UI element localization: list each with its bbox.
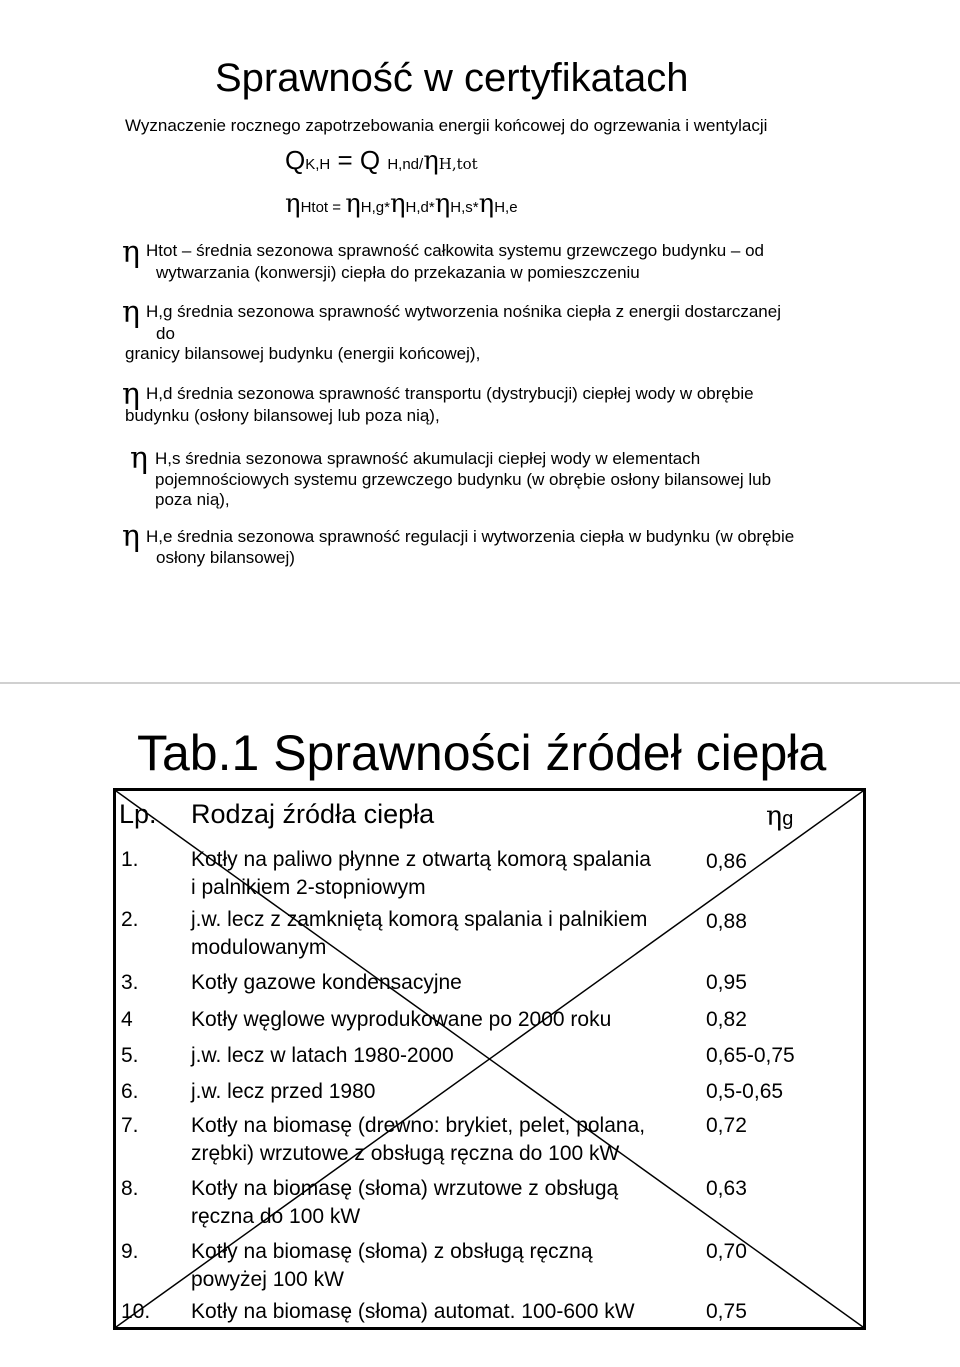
- row-efficiency: 0,72: [706, 1114, 747, 1137]
- formula-sub-kh: K,H: [305, 156, 331, 173]
- eta-symbol: η: [122, 377, 140, 412]
- header-source-type: Rodzaj źródła ciepła: [191, 799, 435, 829]
- formula-part: H,g*: [360, 199, 390, 216]
- row-source: Kotły na biomasę (drewno: brykiet, pelet, polana,: [191, 1114, 646, 1137]
- header-eta-g: [766, 801, 793, 834]
- row-source: j.w. lecz z zamkniętą komorą spalania i palnikiem: [191, 908, 648, 931]
- eta-subscript: g: [782, 808, 794, 830]
- row-lp: 1.: [121, 848, 139, 871]
- row-lp: 4: [121, 1008, 133, 1031]
- efficiency-table: [113, 788, 866, 1330]
- eta-symbol: η: [130, 441, 148, 476]
- eta-symbol: η: [122, 235, 140, 270]
- row-efficiency: 0,88: [706, 910, 747, 933]
- formula-part: H,d*: [405, 199, 435, 216]
- row-source: Kotły na paliwo płynne z otwartą komorą spalania: [191, 848, 651, 871]
- slide-subtitle: Wyznaczenie rocznego zapotrzebowania energii końcowej do ogrzewania i wentylacji: [125, 116, 768, 135]
- formula-sub-htot: H,tot: [438, 155, 478, 173]
- formula-part: H,s*: [450, 199, 479, 216]
- row-source-cont: zrębki) wrzutowe z obsługą ręczna do 100 kW: [191, 1142, 620, 1165]
- row-efficiency: 0,63: [706, 1177, 747, 1200]
- definition-line: do: [156, 324, 175, 343]
- formula-q: Q: [285, 145, 306, 175]
- definition-line: poza nią),: [155, 490, 230, 509]
- eta-symbol: η: [122, 295, 140, 330]
- eta-symbol: η: [478, 189, 495, 219]
- row-efficiency: 0,75: [706, 1300, 747, 1323]
- eta-symbol: η: [766, 801, 783, 832]
- eta-symbol: η: [434, 189, 451, 219]
- row-source: j.w. lecz przed 1980: [191, 1080, 376, 1103]
- row-efficiency: 0,5-0,65: [706, 1080, 784, 1103]
- row-source: Kotły na biomasę (słoma) z obsługą ręczną: [191, 1240, 593, 1263]
- definition-line: wytwarzania (konwersji) ciepła do przekazania w pomieszczeniu: [156, 263, 640, 282]
- row-source-cont: i palnikiem 2-stopniowym: [191, 876, 426, 899]
- definition-line: osłony bilansowej): [156, 548, 295, 567]
- formula-eq: = Q: [330, 145, 388, 175]
- row-source: j.w. lecz w latach 1980-2000: [191, 1044, 454, 1067]
- row-lp: 10.: [121, 1300, 151, 1323]
- row-source: Kotły gazowe kondensacyjne: [191, 971, 462, 994]
- row-source-cont: powyżej 100 kW: [191, 1268, 344, 1291]
- definition-line: pojemnościowych systemu grzewczego budynku (w obrębie osłony bilansowej lub: [155, 470, 772, 489]
- definition-line: granicy bilansowej budynku (energii końcowej),: [125, 344, 481, 363]
- row-lp: 7.: [121, 1114, 139, 1137]
- row-efficiency: 0,86: [706, 850, 747, 873]
- definition-line: budynku (osłony bilansowej lub poza nią),: [125, 406, 440, 425]
- row-source: Kotły na biomasę (słoma) automat. 100-600 kW: [191, 1300, 635, 1323]
- eta-symbol: η: [389, 189, 406, 219]
- row-efficiency: 0,65-0,75: [706, 1044, 795, 1067]
- definition-line: H,s średnia sezonowa sprawność akumulacji ciepłej wody w elementach: [155, 449, 701, 468]
- row-source-cont: ręczna do 100 kW: [191, 1205, 361, 1228]
- row-lp: 3.: [121, 971, 139, 994]
- row-efficiency: 0,95: [706, 971, 747, 994]
- row-source: Kotły węglowe wyprodukowane po 2000 roku: [191, 1008, 612, 1031]
- eta-symbol: η: [122, 519, 140, 554]
- efficiency-product-formula: [285, 188, 518, 219]
- formula-part: Htot =: [300, 199, 346, 216]
- table-title: Tab.1 Sprawności źródeł ciepła: [137, 725, 827, 781]
- slide-title: Sprawność w certyfikatach: [215, 56, 689, 100]
- energy-formula: [285, 145, 478, 176]
- slide-efficiency-certificates: [0, 0, 960, 682]
- row-source: Kotły na biomasę (słoma) wrzutowe z obsługą: [191, 1177, 619, 1200]
- eta-symbol: η: [285, 189, 301, 219]
- formula-part: H,e: [494, 199, 518, 216]
- row-lp: 2.: [121, 908, 139, 931]
- eta-symbol: η: [423, 146, 439, 176]
- definition-line: H,g średnia sezonowa sprawność wytworzenia nośnika ciepła z energii dostarczanej: [146, 302, 781, 321]
- definition-line: Htot – średnia sezonowa sprawność całkowita systemu grzewczego budynku – od: [146, 241, 764, 260]
- header-lp: Lp.: [119, 799, 157, 829]
- definition-line: H,e średnia sezonowa sprawność regulacji i wytworzenia ciepła w budynku (w obrębie: [146, 527, 795, 546]
- row-lp: 6.: [121, 1080, 139, 1103]
- definition-line: H,d średnia sezonowa sprawność transportu (dystrybucji) ciepłej wody w obrębie: [146, 384, 754, 403]
- row-lp: 8.: [121, 1177, 139, 1200]
- row-source-cont: modulowanym: [191, 936, 327, 959]
- row-efficiency: 0,70: [706, 1240, 747, 1263]
- formula-sub-hnd: H,nd/: [387, 156, 424, 173]
- row-efficiency: 0,82: [706, 1008, 747, 1031]
- row-lp: 5.: [121, 1044, 139, 1067]
- row-lp: 9.: [121, 1240, 139, 1263]
- eta-symbol: η: [345, 189, 361, 219]
